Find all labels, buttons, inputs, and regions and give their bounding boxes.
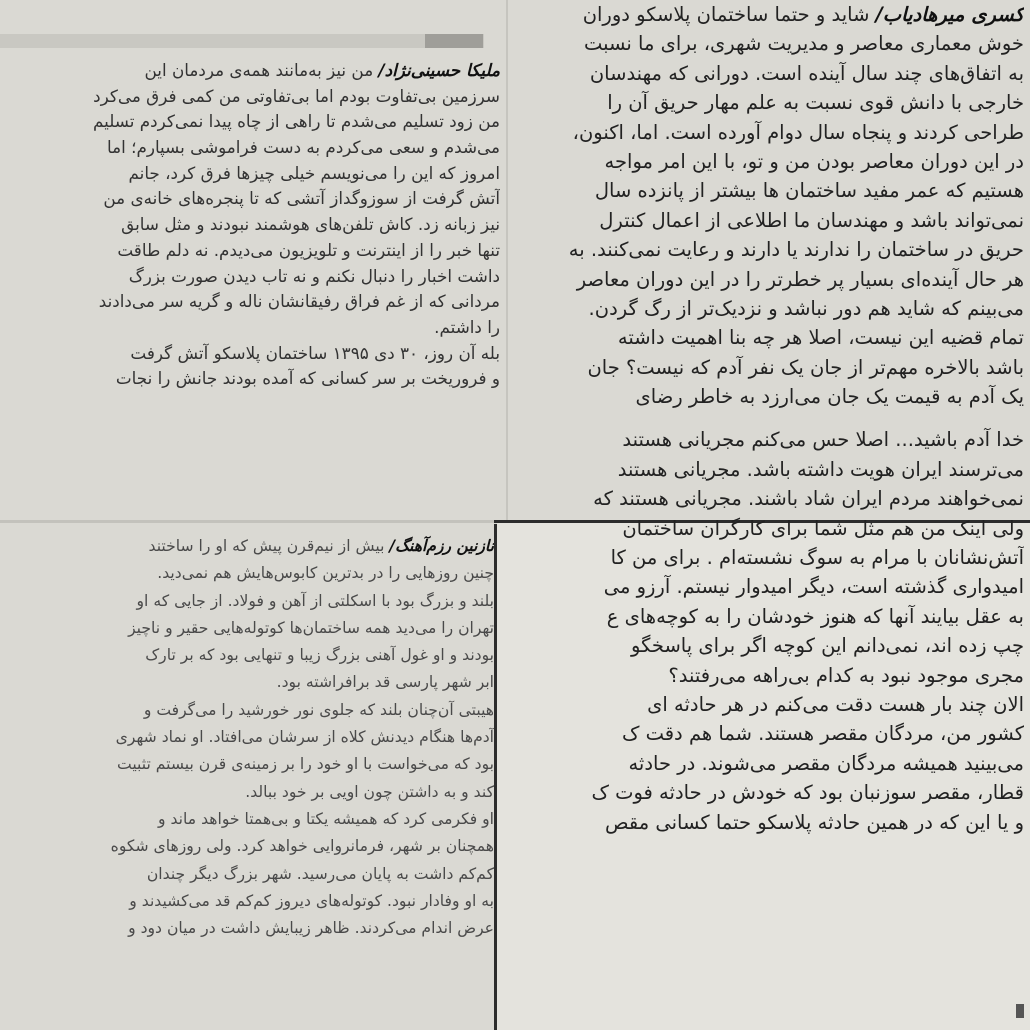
right-line-5: در این دوران معاصر بودن من و تو، با این امر مواجه	[604, 149, 1024, 173]
box-gap	[512, 411, 1024, 425]
ul-line-5: آتش گرفت از سوزوگداز آتشی که تا پنجره‌های خانه‌ی من	[103, 188, 500, 209]
right-line-1: خوش معماری معاصر و مدیریت شهری، برای ما نسبت	[584, 32, 1024, 56]
box-line-10: کشور من، مردگان مقصر هستند. شما هم دقت ک	[621, 722, 1024, 746]
right-line-6: هستیم که عمر مفید ساختمان ها بیشتر از پانزده سال	[594, 179, 1024, 203]
ll-line-2: بلند و بزرگ بود با اسکلتی از آهن و فولاد. از جایی که او	[136, 591, 494, 610]
box-line-3: ولی اینک من هم مثل شما برای کارگران ساختمان	[622, 516, 1024, 540]
column-header-accent	[425, 34, 483, 48]
right-line-3: خارجی با دانش قوی نسبت به علم مهار حریق آن را	[607, 91, 1024, 115]
right-line-0: کسری میرهادیاب/ شاید و حتما ساختمان پلاسکو دوران	[582, 3, 1024, 26]
column-header-bar	[0, 34, 484, 48]
boxed-section-left-border	[494, 524, 497, 1030]
ul-line-7: تنها خبر را از اینترنت و تلویزیون می‌دیدم. نه دلم طاقت	[117, 239, 500, 260]
page-edge-mark	[1016, 1004, 1024, 1018]
right-line-7: نمی‌تواند باشد و مهندسان ما اطلاعی از اعمال کنترل	[599, 208, 1024, 232]
ll-line-6: هیبتی آن‌چنان بلند که جلوی نور خورشید را می‌گرفت و	[143, 700, 494, 719]
ul-line-2: من زود تسلیم می‌شدم تا راهی از چاه پیدا نمی‌کردم تسلیم	[93, 111, 500, 132]
author-name: ملیکا حسینی‌نژاد/	[378, 60, 500, 80]
author-name: کسری میرهادیاب/	[875, 3, 1024, 26]
ll-line-10: او فکرمی کرد که همیشه یکتا و بی‌همتا خواهد ماند و	[158, 809, 494, 828]
box-line-8: مجری موجود نبود به کدام بی‌راهه می‌رفتند؟	[668, 663, 1024, 687]
box-line-4: آتش‌نشانان با مرام به سوگ نشسته‌ام . برای من کا	[610, 546, 1024, 570]
ll-line-12: کم‌کم داشت به پایان می‌رسید. شهر بزرگ دیگر چندان	[146, 864, 494, 883]
ll-line-3: تهران را می‌دید همه ساختمان‌ها کوتوله‌هایی حقیر و ناچیز	[128, 618, 494, 637]
right-line-8: حریق در ساختمان را ندارند یا دارند و رعایت نمی‌کنند. به	[568, 238, 1024, 262]
box-line-0: خدا آدم باشید... اصلا حس می‌کنم مجریانی هستند	[622, 428, 1024, 452]
box-line-12: قطار، مقصر سوزنبان بود که خودش در حادثه فوت ک	[591, 781, 1024, 805]
ll-line-0: نازنین رزم‌آهنگ/ بیش از نیم‌قرن پیش که او را ساختند	[148, 537, 494, 555]
ul-line-3: می‌شدم و سعی می‌کردم به دست فراموشی بسپارم؛ اما	[107, 137, 500, 158]
ll-line-8: بود که می‌خواست با او خود را بر زمینه‌ی قرن بیستم تثبیت	[117, 755, 494, 774]
right-line-2: به اتفاق‌های چند سال آینده است. دورانی که مهندسان	[589, 61, 1024, 85]
ll-line-11: همچنان بر شهر، فرمانروایی خواهد کرد. ولی روزهای شکوه	[110, 837, 494, 856]
lower-left-column	[0, 533, 494, 1030]
right-line-4: طراحی کردند و پنجاه سال دوام آورده است. اما، اکنون،	[572, 120, 1024, 144]
ul-line-4: امروز که این را می‌نویسم خیلی چیزها فرق کرد، جانم	[128, 162, 500, 183]
column-divider	[506, 0, 508, 520]
ll-line-7: آدم‌ها هنگام دیدنش کلاه از سرشان می‌افتاد. او نماد شهری	[115, 728, 494, 747]
box-line-2: نمی‌خواهند مردم ایران شاد باشند. مجریانی هستند که	[593, 487, 1024, 511]
box-line-1: می‌ترسند ایران هویت داشته باشد. مجریانی هستند	[617, 457, 1024, 481]
ll-line-13: به او وفادار نبود. کوتوله‌های دیروز کم‌کم قد می‌کشیدند و	[129, 891, 494, 910]
ul-line-10: را داشتم.	[434, 316, 500, 337]
ul-line-11: بله آن روز، ۳۰ دی ۱۳۹۵ ساختمان پلاسکو آتش گرفت	[130, 342, 500, 363]
ul-line-8: داشت اخبار را دنبال نکنم و نه تاب دیدن صورت بزرگ	[128, 265, 500, 286]
right-column	[512, 0, 1024, 1030]
box-line-5: امیدواری گذشته است، دیگر امیدوار نیستم. آرزو می‌	[603, 575, 1024, 599]
box-line-11: می‌بینید همیشه مردگان مقصر می‌شوند. در حادثه	[628, 751, 1024, 775]
ul-line-0: ملیکا حسینی‌نژاد/ من نیز به‌مانند همه‌ی مردمان این	[144, 60, 500, 80]
box-line-13: و یا این که در همین حادثه پلاسکو حتما کسانی مقص	[604, 810, 1024, 834]
right-line-11: تمام قضیه این نیست، اصلا هر چه بنا اهمیت داشته	[617, 326, 1024, 350]
ll-line-4: بودند و او غول آهنی بزرگ زیبا و تنهایی بود که بر تارک	[145, 646, 494, 665]
box-line-9: الان چند بار هست دقت می‌کنم در هر حادثه ای	[647, 692, 1024, 716]
ul-line-9: مردانی که از غم فراق رفیقانشان ناله و گریه سر می‌دادند	[98, 291, 500, 312]
ll-line-5: ابر شهر پارسی قد برافراشته بود.	[276, 673, 494, 692]
ll-line-9: کند و به داشتن چون اویی بر خود ببالد.	[245, 782, 494, 801]
ul-line-12: و فروریخت بر سر کسانی که آمده بودند جانش را نجات	[115, 368, 500, 389]
ul-line-1: سرزمین بی‌تفاوت بودم اما بی‌تفاوتی من کمی فرق می‌کرد	[93, 85, 500, 106]
right-line-12: باشد بالاخره مهم‌تر از جان یک نفر آدم که نیست؟ جان	[587, 355, 1024, 379]
right-line-9: هر حال آینده‌ای بسیار پر خطرتر را در این دوران معاصر	[576, 267, 1024, 291]
section-separator	[0, 520, 494, 523]
upper-left-column	[0, 58, 500, 520]
right-line-10: می‌بینم که شاید هم دور نباشد و نزدیک‌تر از رگ گردن.	[588, 296, 1024, 320]
box-line-7: چپ زده اند، نمی‌دانم این کوچه اگر برای پاسخگو	[631, 634, 1024, 658]
ll-line-1: چنین روزهایی را در بدترین کابوس‌هایش هم نمی‌دید.	[157, 564, 494, 583]
author-name: نازنین رزم‌آهنگ/	[389, 537, 494, 555]
ul-line-6: نیز زبانه زد. کاش تلفن‌های هوشمند نبودند و مثل سابق	[121, 214, 500, 235]
box-line-6: به عقل بیایند آنها که هنوز خودشان را به کوچه‌های ع	[606, 604, 1024, 628]
right-line-13: یک آدم به قیمت یک جان می‌ارزد به خاطر رضای	[635, 385, 1024, 409]
ll-line-14: عرض اندام می‌کردند. ظاهر زیبایش داشت در میان دود و	[128, 919, 494, 938]
